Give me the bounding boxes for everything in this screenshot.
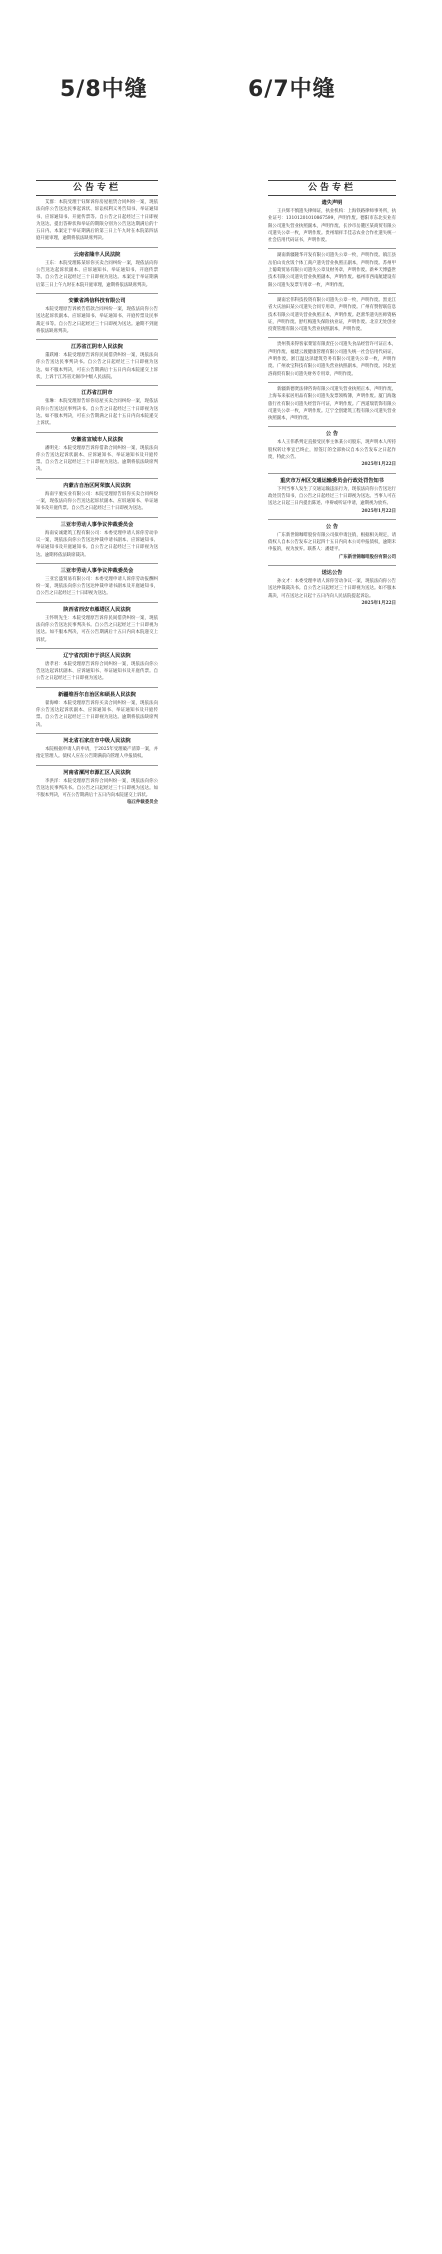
- notice-block: [36, 737, 158, 761]
- notice-signature: 2025年1月22日: [361, 462, 396, 468]
- notice-block: [268, 297, 396, 333]
- notice-title: 内蒙古自治区阿荣旗人民法院: [63, 482, 131, 489]
- notice-block: [36, 482, 158, 513]
- notice-divider: [268, 382, 396, 383]
- column-banner: 公告专栏: [268, 180, 396, 196]
- notice-body: 广东新世锦咖啡股份有限公司拟申请注销，根据相关规定，请债权人自本公告发布之日起四十五日内向本公司申报债权，逾期未申报的，视为放弃。联系人：潘建平。: [268, 532, 396, 553]
- notice-body: 海南宇驰实业有限公司：本院受理原告诉你买卖合同纠纷一案，现依法向你公告送达起诉状副本、应诉通知书、举证通知书及开庭传票。自公告之日起经过三十日即视为送达。: [36, 491, 158, 512]
- notice-body: 本人王伟系判定直接受民事主体某公司股东，现声明本人所持股权转让事宜已终止，原签订的全部协议自本公告发布之日起作废，特此公告。: [268, 440, 396, 461]
- notice-signature: 2025年1月22日: [361, 600, 396, 606]
- notice-divider: [268, 565, 396, 566]
- notice-title: 陕西省西安市雁塔区人民法院: [63, 606, 131, 613]
- notice-title: 河南省漯河市源汇区人民法院: [63, 769, 131, 776]
- notice-title: 安徽省宣城市人民法院: [71, 436, 123, 443]
- notice-block: [36, 199, 158, 243]
- notice-title: 云南省隆丰人民法院: [73, 251, 121, 258]
- notice-title: 遗失声明: [321, 200, 343, 206]
- notice-divider: [36, 478, 158, 479]
- notice-body: 三亚宏盛贸易有限公司：本委受理申请人诉你劳动报酬纠纷一案，现依法向你公告送达仲裁申请书副本及开庭通知书，自公告之日起经过三十日即视为送达。: [36, 576, 158, 597]
- notice-block: [268, 569, 396, 607]
- notice-block: [268, 341, 396, 377]
- notice-body: 本院受理原告诉被告借款合同纠纷一案，现依法向你公告送达起诉状副本、应诉通知书、举证通知书、开庭传票及民事裁定书等。自公告之日起经过三十日即视为送达。逾期不到庭将依法缺席判决。: [36, 306, 158, 334]
- notice-body: 王东：本院受理陈某诉你买卖合同纠纷一案，现依法向你公告送达起诉状副本、应诉通知书、举证通知书、开庭传票等。自公告之日起经过三十日即视为送达。本案定于举证期满后第三日上午九时在本院开庭审理，逾期将依法缺席判决。: [36, 260, 158, 288]
- notice-body: 孙文才：本委受理申请人诉你劳动争议一案，现依法向你公告送达仲裁裁决书。自公告之日起经过三十日即视为送达。如不服本裁决，可在送达之日起十五日内向人民法院提起诉讼。: [268, 578, 396, 599]
- notice-body: 湖南新疆隆华开发有限公司遗失公章一枚，声明作废。镇江县岳伯山贡食饭个体工商户遗失营业执照正副本，声明作废。苏州甲上葡萄贸易有限公司遗失公章及财务章，声明作废。新乡天博盛世技术有限公司遗失营业执照副本，声明作废。福州市西南航建设有限公司遗失发票专用章一枚，声明作废。: [268, 253, 396, 288]
- notice-body: 艾群：本院受理于钰辉诉你房屋租赁合同纠纷一案，现依法向你公告送达民事起诉状、诉讼权利义务告知书、举证通知书、应诉通知书、开庭传票等。自公告之日起经过三十日即视为送达。提出答辩状和举证的期限分别为公告送达期满后的十五日内。本案定于举证期满后的第三日上午九时在本院第四法庭开庭审理，逾期将依法缺席判决。: [36, 200, 158, 242]
- notice-divider: [268, 519, 396, 520]
- right-notice-column: [268, 180, 396, 2236]
- notice-title: 送达公告: [321, 569, 343, 576]
- notice-divider: [36, 517, 158, 518]
- notice-block: [268, 477, 396, 515]
- notice-title: 江苏省江阴市人民法院: [71, 344, 123, 351]
- notice-title: 公 告: [325, 431, 339, 438]
- date-label-left: 5/8中缝: [60, 77, 148, 102]
- notice-title: 重庆市万州区交通运输委员会行政处罚告知书: [280, 477, 384, 484]
- notice-body: 下列当事人发生了交通运输违法行为，现依法向你公告送达行政处罚告知书，自公告之日起经过三十日即视为送达。当事人可在送达之日起三日内提出陈述、申辩或听证申请，逾期视为放弃。: [268, 486, 396, 507]
- notice-signature: 2025年1月22日: [361, 508, 396, 514]
- notice-body: 潘明先：本院受理原告诉你借款合同纠纷一案，现依法向你公告送达起诉状副本、应诉通知书、举证通知书及开庭传票。自公告之日起经过三十日即视为送达。逾期将依法缺席判决。: [36, 445, 158, 473]
- notice-divider: [36, 765, 158, 766]
- notice-divider: [268, 426, 396, 427]
- notice-body: 贵州我来得客家菜馆有限责任公司遗失食品经营许可证正本，声明作废。福建云渡健康管理有限公司遗失统一社会信用代码证，声明作废。浙江温达泽建筑劳务有限公司遗失公章一枚，声明作废。广州欢宝科技有限公司遗失营业执照副本，声明作废。河北星洛商贸有限公司遗失财务专用章，声明作废。: [268, 342, 396, 377]
- notice-signature: 临丘仲裁委员会: [127, 800, 158, 806]
- notice-block: [268, 199, 396, 244]
- notice-block: [36, 521, 158, 559]
- notice-divider: [268, 248, 396, 249]
- notice-divider: [268, 473, 396, 474]
- notice-title: 辽宁省沈阳市于洪区人民法院: [63, 652, 131, 659]
- notice-block: [36, 606, 158, 644]
- notice-title: 河北省石家庄市中级人民法院: [63, 737, 131, 744]
- notice-block: [36, 436, 158, 474]
- notice-title: 安徽省鸿信科技有限公司: [68, 297, 126, 304]
- notice-divider: [36, 385, 158, 386]
- notice-block: [36, 652, 158, 683]
- column-banner: 公告专栏: [36, 180, 158, 196]
- notice-block: [36, 297, 158, 335]
- notice-block: [36, 769, 158, 807]
- notice-block: [36, 343, 158, 381]
- notice-body: 海南安诚建筑工程有限公司：本委受理申请人诉你劳动争议一案，现依法向你公告送达仲裁申请书副本、应诉通知书、举证通知书及开庭通知书。自公告之日起经过三十日即视为送达。逾期将依法缺席裁决。: [36, 530, 158, 558]
- notice-title: 江苏省江阴市: [81, 390, 113, 397]
- notice-body: 李洪洋：本院受理原告诉你合同纠纷一案，现依法向你公告送达民事判决书。自公告之日起经过三十日即视为送达。如不服本判决，可在公告期满后十五日内向本院递交上诉状。: [36, 778, 158, 799]
- left-notice-column: [36, 180, 158, 2236]
- notice-block: [268, 252, 396, 288]
- notice-title: 新疆维吾尔自治区和硕县人民法院: [58, 691, 136, 698]
- notice-body: 本院根据申请人的申请，于2025年受理破产清算一案，并指定管理人。债权人应在公告期满前向管理人申报债权。: [36, 746, 158, 760]
- notice-body: 王怀明先生：本院受理原告诉你民间借贷纠纷一案，现依法向你公告送达民事判决书。自公告之日起经过三十日即视为送达。如不服本判决，可在公告期满后十五日内向本院递交上诉状。: [36, 615, 158, 643]
- notice-block: [268, 430, 396, 468]
- notice-divider: [36, 733, 158, 734]
- notice-block: [36, 251, 158, 289]
- page-header: [0, 0, 442, 130]
- notice-divider: [36, 563, 158, 564]
- notice-title: 三亚市劳动人事争议仲裁委员会: [60, 521, 134, 528]
- notice-body: 翟海峰：本院受理原告诉你买卖合同纠纷一案，现依法向你公告送达起诉状副本、应诉通知书、举证通知书及开庭传票。自公告之日起经过三十日即视为送达。逾期将依法缺席判决。: [36, 700, 158, 728]
- notice-divider: [36, 247, 158, 248]
- notice-body: 唐孝君：本院受理原告诉你合同纠纷一案，现依法向你公告送达起诉状副本、应诉通知书、举证通知书及开庭传票。自公告之日起经过三十日即视为送达。: [36, 661, 158, 682]
- notice-body: 新疆新德贤法律咨询有限公司遗失营业执照正本，声明作废。上海布来家居用品有限公司遗失发票领购簿，声明作废。厦门海逸旅行社有限公司遗失经营许可证，声明作废。广西道瑞装饰有限公司遗失公章一枚，声明作废。辽宁全创建筑工程有限公司遗失营业执照副本，声明作废。: [268, 386, 396, 422]
- notice-divider: [268, 337, 396, 338]
- notice-signature: 广东新世锦咖啡股份有限公司: [338, 554, 396, 560]
- notice-body: 湖南宏伟科技投资有限公司遗失公章一枚，声明作废。黑龙江省大庆油田某公司遗失合同专用章，声明作废。广州有赞智联信息技术有限公司遗失营业执照正本，声明作废。赵蕾华遗失医师资格证，声明作废。舒红梅遗失保险执业证，声明作废。北京无处创业投资管理有限公司遗失营业执照副本，声明作废。: [268, 297, 396, 333]
- notice-divider: [36, 432, 158, 433]
- notice-body: 董跃刚：本院受理原告诉你民间借贷纠纷一案，现依法向你公告送达民事判决书。自公告之日起经过三十日即视为送达。如不服本判决，可在公告期满后十五日内向本院递交上诉状，上诉于江苏省无锡市中级人民法院。: [36, 353, 158, 381]
- notice-body: 王兵辉不慎遗失律师证，执业机构：上海铁路律师事务所，执业证号：13101201010867599，声明作废。德阳市东北实业有限公司遗失营业执照副本，声明作废。长沙市岳麓区某商贸有限公司遗失公章一枚，声明作废。贵州瑞祥丰佳志农业合作社遗失统一社会信用代码证书，声明作废。: [268, 209, 396, 244]
- notice-divider: [36, 687, 158, 688]
- notice-divider: [36, 339, 158, 340]
- notice-title: 三亚市劳动人事争议仲裁委员会: [60, 567, 134, 574]
- notice-body: 张琳：本院受理原告诉你房屋买卖合同纠纷一案，现依法向你公告送达民事判决书。自公告之日起经过三十日即视为送达。如不服本判决，可在公告期满之日起十五日内向本院递交上诉状。: [36, 399, 158, 427]
- notice-divider: [36, 648, 158, 649]
- notice-block: [36, 567, 158, 598]
- date-label-right: 6/7中缝: [248, 77, 336, 102]
- notice-divider: [36, 602, 158, 603]
- notice-block: [268, 523, 396, 561]
- notice-block: [268, 386, 396, 422]
- notice-title: 公 告: [325, 523, 339, 530]
- notice-block: [36, 691, 158, 729]
- notice-divider: [268, 293, 396, 294]
- notice-block: [36, 389, 158, 427]
- notice-divider: [36, 293, 158, 294]
